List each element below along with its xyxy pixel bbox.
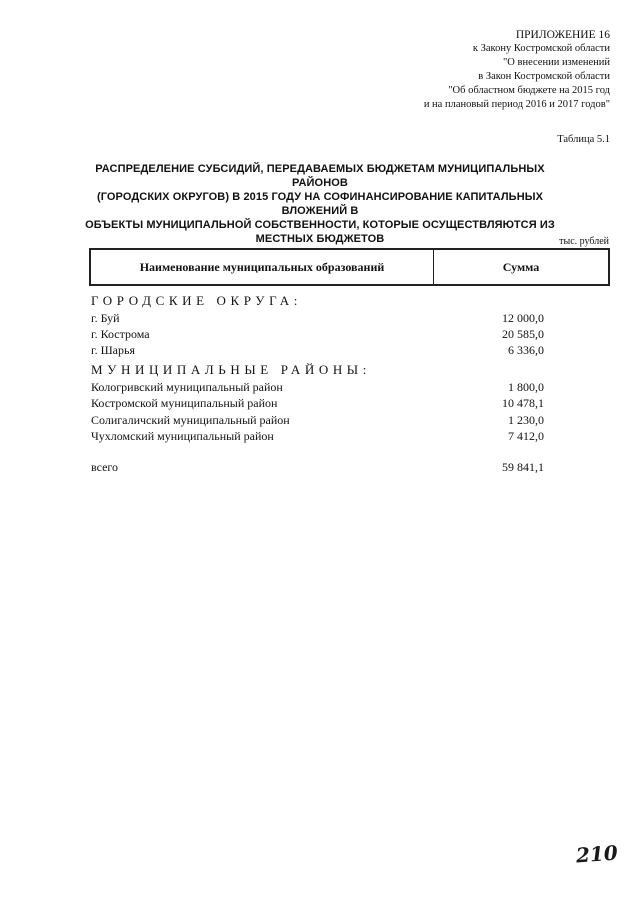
row-sum: 12 000,0: [502, 311, 544, 325]
appendix-line: "О внесении изменений: [503, 57, 610, 68]
row-name: Костромской муниципальный район: [91, 396, 278, 410]
title-line: МЕСТНЫХ БЮДЖЕТОВ: [255, 233, 385, 245]
row-name: г. Шарья: [91, 343, 135, 357]
row-name: г. Буй: [91, 311, 120, 325]
appendix-line: в Закон Костромской области: [478, 71, 610, 82]
table-row: [91, 412, 544, 428]
appendix-reference: [424, 28, 610, 112]
row-sum: 1 230,0: [508, 413, 544, 427]
appendix-line: к Закону Костромской области: [472, 43, 610, 54]
table-row: [91, 379, 544, 395]
appendix-line: "Об областном бюджете на 2015 год: [448, 85, 610, 96]
row-name: Чухломский муниципальный район: [91, 429, 274, 443]
appendix-line: и на плановый период 2016 и 2017 годов": [423, 99, 610, 110]
group-heading-urban-districts: ГОРОДСКИЕ ОКРУГА:: [91, 293, 302, 308]
table-row: [91, 310, 544, 326]
total-sum: 59 841,1: [502, 460, 544, 474]
row-name: г. Кострома: [91, 327, 150, 341]
table-header: [89, 248, 610, 286]
handwritten-page-number: 210: [575, 840, 619, 868]
table-number: Таблица 5.1: [557, 134, 610, 145]
column-header-sum: Сумма: [502, 259, 540, 274]
total-row: [91, 459, 544, 475]
appendix-title: ПРИЛОЖЕНИЕ 16: [515, 29, 610, 41]
row-sum: 20 585,0: [502, 327, 544, 341]
row-sum: 6 336,0: [508, 343, 544, 357]
row-sum: 10 478,1: [502, 396, 544, 410]
title-line: (ГОРОДСКИХ ОКРУГОВ) В 2015 ГОДУ НА СОФИНАНСИРОВАНИЕ КАПИТАЛЬНЫХ ВЛОЖЕНИЙ В: [96, 191, 544, 217]
title-line: ОБЪЕКТЫ МУНИЦИПАЛЬНОЙ СОБСТВЕННОСТИ, КОТОРЫЕ ОСУЩЕСТВЛЯЮТСЯ ИЗ: [85, 219, 555, 231]
row-sum: 7 412,0: [508, 429, 544, 443]
row-name: Солигаличский муниципальный район: [91, 413, 290, 427]
document-title: [80, 162, 560, 246]
row-sum: 1 800,0: [508, 380, 544, 394]
title-line: РАСПРЕДЕЛЕНИЕ СУБСИДИЙ, ПЕРЕДАВАЕМЫХ БЮДЖЕТАМ МУНИЦИПАЛЬНЫХ РАЙОНОВ: [95, 163, 545, 189]
table-row: [91, 326, 544, 342]
group-heading-municipal-districts: МУНИЦИПАЛЬНЫЕ РАЙОНЫ:: [91, 362, 371, 377]
column-header-name: Наименование муниципальных образований: [91, 250, 434, 284]
row-name: Кологривский муниципальный район: [91, 380, 283, 394]
total-label: всего: [91, 460, 119, 474]
unit-label: тыс. рублей: [559, 236, 609, 247]
table-row: [91, 428, 544, 444]
table-row: [91, 395, 544, 411]
table-row: [91, 342, 544, 358]
